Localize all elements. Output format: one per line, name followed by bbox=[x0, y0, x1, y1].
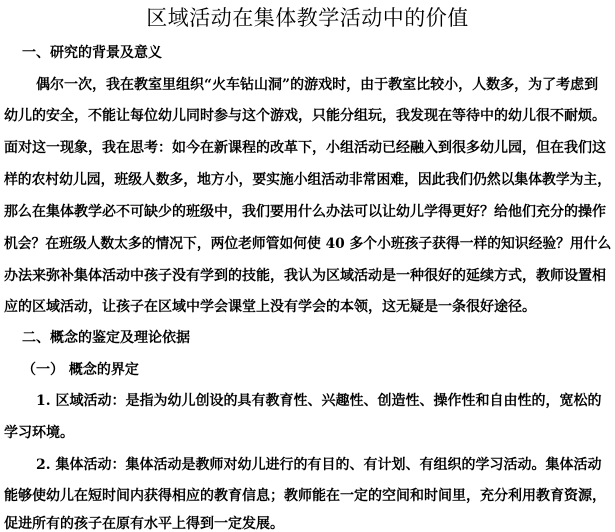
section-heading-background: 一、研究的背景及意义 bbox=[22, 45, 162, 61]
section-heading-concepts: 二、概念的鉴定及理论依据 bbox=[22, 330, 190, 346]
paragraph-line: 幼儿的安全，不能让每位幼儿同时参与这个游戏，只能分组玩，我发现在等待中的幼儿很不耐烦。 bbox=[4, 108, 606, 124]
paragraph-line: 1. 区域活动：是指为幼儿创设的具有教育性、兴趣性、创造性、操作性和自由性的，宽松的 bbox=[36, 393, 602, 409]
paragraph-line: 应的区域活动，让孩子在区域中学会课堂上没有学会的本领，这无疑是一条很好途径。 bbox=[4, 299, 536, 315]
paragraph-line: 办法来弥补集体活动中孩子没有学到的技能，我认为区域活动是一种很好的延续方式，教师设置相 bbox=[4, 268, 606, 284]
paragraph-line: 那么在集体教学必不可缺少的班级中，我们要用什么办法可以让幼儿学得更好？给他们充分的操作 bbox=[4, 204, 606, 220]
paragraph-line: 偶尔一次，我在教室里组织“火车钻山洞”的游戏时，由于教室比较小，人数多，为了考虑到 bbox=[36, 77, 599, 93]
paragraph-line: 面对这一现象，我在思考：如今在新课程的改革下，小组活动已经融入到很多幼儿园，但在我们这 bbox=[4, 140, 606, 156]
subsection-heading-definitions: （一） 概念的界定 bbox=[22, 362, 139, 378]
paragraph-line: 促进所有的孩子在原有水平上得到一定发展。 bbox=[4, 516, 284, 532]
paragraph-line: 2. 集体活动：集体活动是教师对幼儿进行的有目的、有计划、有组织的学习活动。集体活动 bbox=[36, 457, 602, 473]
paragraph-line: 样的农村幼儿园，班级人数多，地方小，要实施小组活动非常困难，因此我们仍然以集体教学为主， bbox=[4, 172, 612, 188]
paragraph-line: 能够使幼儿在短时间内获得相应的教育信息；教师能在一定的空间和时间里，充分利用教育资源， bbox=[4, 488, 606, 504]
paragraph-line: 机会？在班级人数太多的情况下，两位老师管如何使 40 多个小班孩子获得一样的知识经验？用什么 bbox=[4, 236, 612, 252]
paragraph-line: 学习环境。 bbox=[4, 425, 74, 441]
document-title: 区域活动在集体教学活动中的价值 bbox=[146, 6, 469, 30]
